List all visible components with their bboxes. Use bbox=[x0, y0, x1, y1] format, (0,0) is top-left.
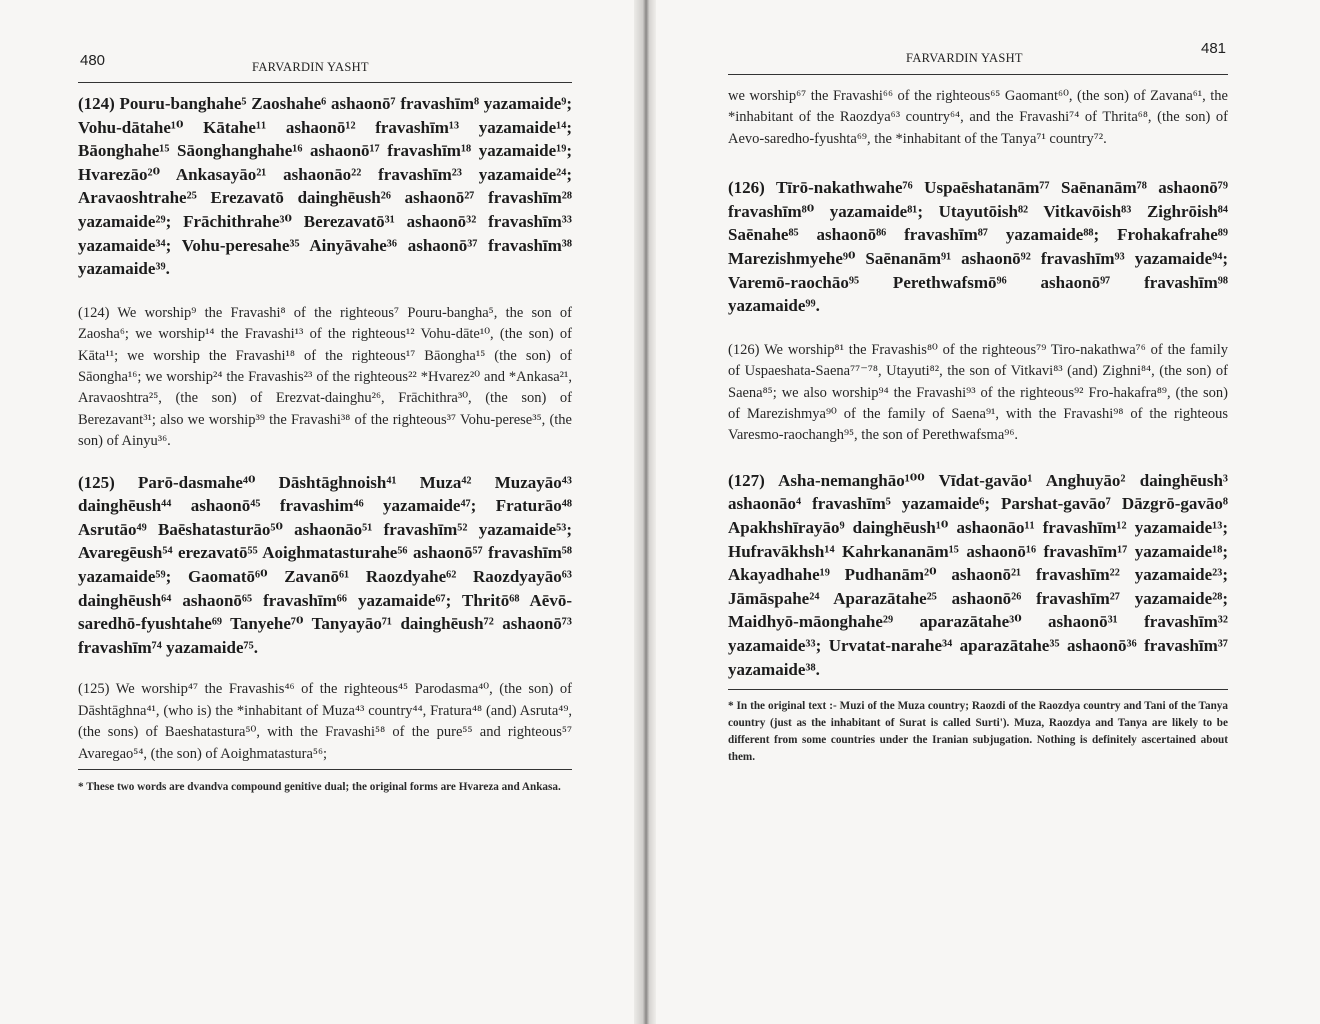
left-page bbox=[0, 0, 634, 1024]
paragraph-127-avestan: (127) Asha-nemanghāo¹⁰⁰ Vīdat-gavāo¹ Anghuyāo² dainghēush³ ashaonāo⁴ fravashīm⁵ yazamaide⁶; Parshat-gavāo⁷ Dāzgrō-gavāo⁸ Apakhshīrayāo⁹ dainghēush¹⁰ ashaonāo¹¹ fravashīm¹² yazamaide¹³; Hufravākhsh¹⁴ Kahrkananām¹⁵ ashaonō¹⁶ fravashīm¹⁷ yazamaide¹⁸; Akayadhahe¹⁹ Pudhanām²⁰ ashaonō²¹ fravashīm²² yazamaide²³; Jāmāspahe²⁴ Aparazātahe²⁵ ashaonō²⁶ fravashīm²⁷ yazamaide²⁸; Maidhyō-māonghahe²⁹ aparazātahe³⁰ ashaonō³¹ fravashīm³² yazamaide³³; Urvatat-narahe³⁴ aparazātahe³⁵ ashaonō³⁶ fravashīm³⁷ yazamaide³⁸. bbox=[728, 470, 1228, 679]
paragraph-125-translation-continued: we worship⁶⁷ the Fravashi⁶⁶ of the righteous⁶⁵ Gaomant⁶⁰, (the son) of Zavana⁶¹, the *inhabitant of the Raozdya⁶³ country⁶⁴, and the Fravashi⁷⁴ of Thrita⁶⁸, (the son) of Aevo-saredho-fyushta⁶⁹, the *inhabitant of the Tanya⁷¹ country⁷². bbox=[728, 88, 1228, 147]
text-column bbox=[78, 92, 572, 796]
header-rule bbox=[78, 82, 572, 83]
paragraph-126-translation: (126) We worship⁸¹ the Fravashis⁸⁰ of the righteous⁷⁹ Tiro-nakathwa⁷⁶ of the family of Uspaeshata-Saena⁷⁷⁻⁷⁸, Utayuti⁸², the son of Vitkavi⁸³ (and) Zighni⁸⁴, (the son) of Saena⁸⁵; we also worship⁹⁴ the Fravashi⁹³ of the righteous⁹² Fro-hakafra⁸⁹, (the son) of Marezishmya⁹⁰ of the family of Saena⁹¹, with the Fravashi⁹⁸ of the righteous Varesmo-raochangh⁹⁵, the son of Perethwafsma⁹⁶. bbox=[728, 341, 1228, 444]
running-head: FARVARDIN YASHT bbox=[252, 60, 369, 74]
text-column bbox=[728, 86, 1228, 766]
page-number: 480 bbox=[80, 52, 106, 69]
running-head: FARVARDIN YASHT bbox=[906, 51, 1023, 65]
footnote: * In the original text :- Muzi of the Muza country; Raozdi of the Raozdya country and Tani of the Tanya country (just as the inhabitant of Surat is called Surti'). Muza, Raozdya and Tanya are likely to be different from some countries under the Iranian subjugation. Nothing is definitely ascertained about them. bbox=[728, 700, 1228, 764]
right-page bbox=[656, 0, 1320, 1024]
paragraph-124-avestan: (124) Pouru-banghahe⁵ Zaoshahe⁶ ashaonō⁷ fravashīm⁸ yazamaide⁹; Vohu-dātahe¹⁰ Kātahe¹¹ ashaonō¹² fravashīm¹³ yazamaide¹⁴; Bāonghahe¹⁵ Sāonghanghahe¹⁶ ashaonō¹⁷ fravashīm¹⁸ yazamaide¹⁹; Hvarezāo²⁰ Ankasayāo²¹ ashaonāo²² fravashīm²³ yazamaide²⁴; Aravaoshtrahe²⁵ Erezavatō dainghēush²⁶ ashaonō²⁷ fravashīm²⁸ yazamaide²⁹; Frāchithrahe³⁰ Berezavatō³¹ ashaonō³² fravashīm³³ yazamaide³⁴; Vohu-peresahe³⁵ Ainyāvahe³⁶ ashaonō³⁷ fravashīm³⁸ yazamaide³⁹. bbox=[78, 94, 572, 279]
footnote: * These two words are dvandva compound genitive dual; the original forms are Hvareza and Ankasa. bbox=[78, 780, 561, 793]
paragraph-125-translation: (125) We worship⁴⁷ the Fravashis⁴⁶ of the righteous⁴⁵ Parodasma⁴⁰, (the son) of Dāshtāghna⁴¹, (who is) the *inhabitant of Muza⁴³ country⁴⁴, Fratura⁴⁸ (and) Asruta⁴⁹, (the sons) of Baeshatastura⁵⁰, with the Fravashi⁵⁸ of the pure⁵⁵ and righteous⁵⁷ Avaregao⁵⁴, (the son) of Aoighmatastura⁵⁶; bbox=[78, 681, 572, 762]
paragraph-124-translation: (124) We worship⁹ the Fravashi⁸ of the righteous⁷ Pouru-bangha⁵, the son of Zaosha⁶; we worship¹⁴ the Fravashi¹³ of the righteous¹² Vohu-dāte¹⁰, (the son) of Kāta¹¹; we worship the Fravashi¹⁸ of the righteous¹⁷ Bāongha¹⁵ (the son) of Sāongha¹⁶; we worship²⁴ the Fravashis²³ of the righteous²² *Hvarez²⁰ and *Ankasa²¹, Aravaoshtra²⁵, (the son) of Erezvat-dainghu²⁶, Frāchithra³⁰, (the son) of Berezavant³¹; also we worship³⁹ the Fravashi³⁸ of the righteous³⁷ Vohu-perese³⁵, (the son) of Ainyu³⁶. bbox=[78, 304, 572, 450]
footnote-rule bbox=[728, 689, 1228, 690]
header-rule bbox=[728, 74, 1228, 75]
paragraph-126-avestan: (126) Tīrō-nakathwahe⁷⁶ Uspaēshatanām⁷⁷ Saēnanām⁷⁸ ashaonō⁷⁹ fravashīm⁸⁰ yazamaide⁸¹; Utayutōish⁸² Vitkavōish⁸³ Zighrōish⁸⁴ Saēnahe⁸⁵ ashaonō⁸⁶ fravashīm⁸⁷ yazamaide⁸⁸; Frohakafrahe⁸⁹ Marezishmyehe⁹⁰ Saēnanām⁹¹ ashaonō⁹² fravashīm⁹³ yazamaide⁹⁴; Varemō-raochāo⁹⁵ Perethwafsmō⁹⁶ ashaonō⁹⁷ fravashīm⁹⁸ yazamaide⁹⁹. bbox=[728, 178, 1228, 316]
book-gutter bbox=[634, 0, 656, 1024]
footnote-rule bbox=[78, 769, 572, 770]
paragraph-125-avestan: (125) Parō-dasmahe⁴⁰ Dāshtāghnoish⁴¹ Muza⁴² Muzayāo⁴³ dainghēush⁴⁴ ashaonō⁴⁵ fravashim⁴⁶ yazamaide⁴⁷; Fraturāo⁴⁸ Asrutāo⁴⁹ Baēshatasturāo⁵⁰ ashaonāo⁵¹ fravashīm⁵² yazamaide⁵³; Avaregēush⁵⁴ erezavatō⁵⁵ Aoighmatasturahe⁵⁶ ashaonō⁵⁷ fravashīm⁵⁸ yazamaide⁵⁹; Gaomatō⁶⁰ Zavanō⁶¹ Raozdyahe⁶² Raozdyayāo⁶³ dainghēush⁶⁴ ashaonō⁶⁵ fravashīm⁶⁶ yazamaide⁶⁷; Thritō⁶⁸ Aēvō-saredhō-fyushtahe⁶⁹ Tanyehe⁷⁰ Tanyayāo⁷¹ dainghēush⁷² ashaonō⁷³ fravashīm⁷⁴ yazamaide⁷⁵. bbox=[78, 472, 572, 657]
page-number: 481 bbox=[1201, 40, 1227, 57]
